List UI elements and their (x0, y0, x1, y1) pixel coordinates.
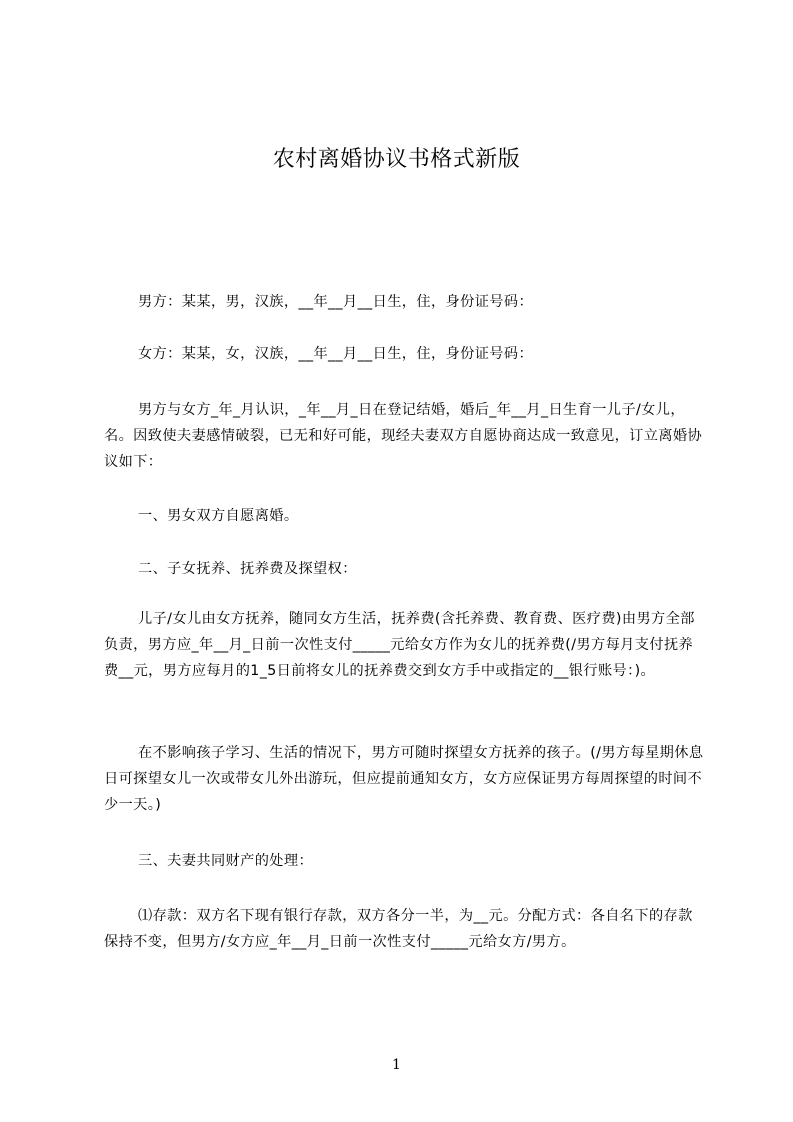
paragraph-child-support: 儿子/女儿由女方抚养，随同女方生活，抚养费(含托养费、教育费、医疗费)由男方全部负责，男方应_年__月_日前一次性支付_____元给女方作为女儿的抚养费(/男方每月支付抚养费__元，男方应每月的1_5日前将女儿的抚养费交到女方手中或指定的__银行账号：)。 (104, 611, 695, 679)
paragraph-background: 男方与女方_年_月认识，_年__月_日在登记结婚，婚后_年__月_日生育一儿子/女儿，名。因致使夫妻感情破裂，已无和好可能，现经夫妻双方自愿协商达成一致意见，订立离婚协议如下： (104, 402, 703, 470)
clause-one: 一、男女双方自愿离婚。 (138, 508, 299, 524)
page-number: 1 (392, 1057, 401, 1073)
paragraph-visitation: 在不影响孩子学习、生活的情况下，男方可随时探望女方抚养的孩子。(/男方每星期休息日可探望女儿一次或带女儿外出游玩，但应提前通知女方，女方应保证男方每周探望的时间不少一天。) (104, 745, 704, 813)
paragraph-male-party: 男方：某某，男，汉族，__年__月__日生，住，身份证号码： (138, 294, 534, 310)
paragraph-female-party: 女方：某某，女，汉族，__年__月__日生，住，身份证号码： (138, 346, 534, 362)
clause-three-heading: 三、夫妻共同财产的处理： (138, 853, 314, 869)
document-title: 农村离婚协议书格式新版 (272, 147, 521, 172)
clause-two-heading: 二、子女抚养、抚养费及探望权： (138, 561, 357, 577)
paragraph-deposits: ⑴存款：双方名下现有银行存款，双方各分一半，为__元。分配方式：各自名下的存款保持不变，但男方/女方应_年__月_日前一次性支付_____元给女方/男方。 (104, 908, 693, 950)
